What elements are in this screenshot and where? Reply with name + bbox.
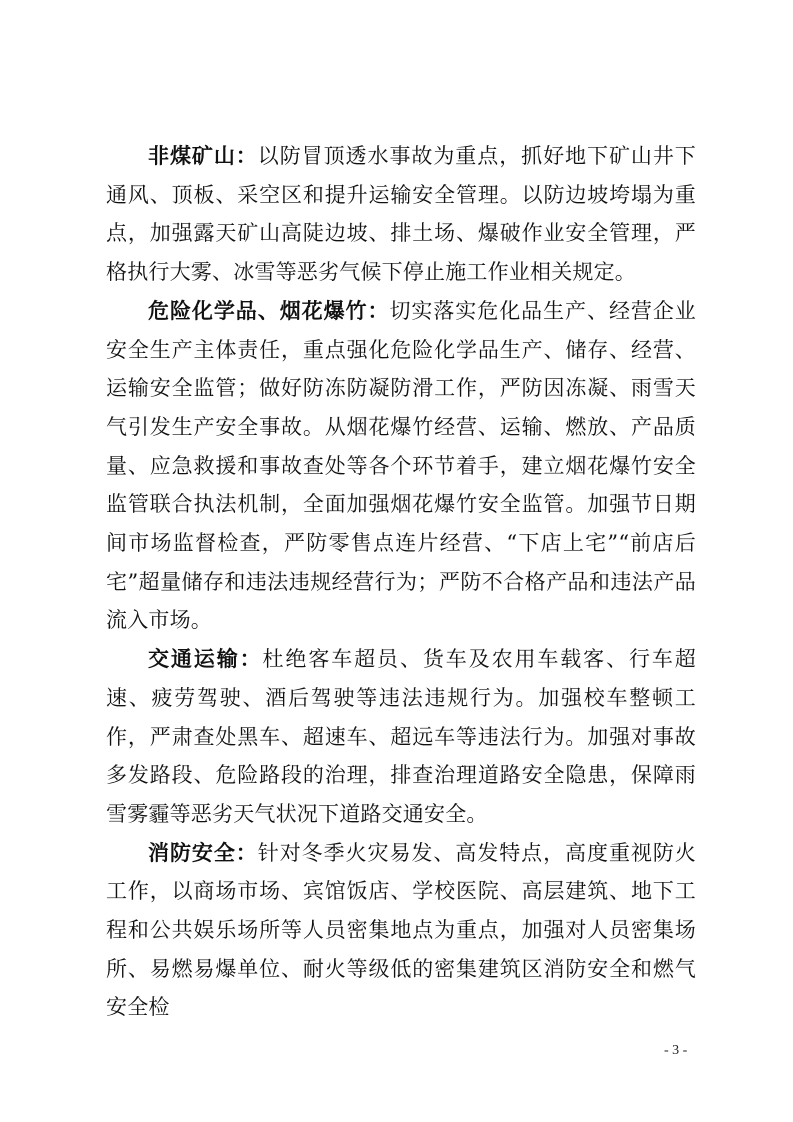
paragraph-text: 切实落实危化品生产、经营企业安全生产主体责任，重点强化危险化学品生产、储存、经营、运输安全监管；做好防冻防凝防滑工作，严防因冻凝、雨雪天气引发生产安全事故。从烟花爆竹经营、运输、燃放、产品质量、应急救援和事故查处等各个环节着手，建立烟花爆竹安全监管联合执法机制，全面加强烟花爆竹安全监管。加强节日期间市场监督检查，严防零售点连片经营、“下店上宅”“前店后宅”超量储存和违法违规经营行为；严防不合格产品和违法产品流入市场。 [106,298,696,633]
paragraph-text: 杜绝客车超员、货车及农用车载客、行车超速、疲劳驾驶、酒后驾驶等违法违规行为。加强校车整顿工作，严肃查处黑车、超速车、超远车等违法行为。加强对事故多发路段、危险路段的治理，排查治理道路安全隐患，保障雨雪雾霾等恶劣天气状况下道路交通安全。 [106,647,696,826]
document-body [106,137,696,1027]
paragraph-text: 以防冒顶透水事故为重点，抓好地下矿山井下通风、顶板、采空区和提升运输安全管理。以防边坡垮塌为重点，加强露天矿山高陡边坡、排土场、爆破作业安全管理，严格执行大雾、冰雪等恶劣气候下停止施工作业相关规定。 [106,144,696,285]
paragraph-hazardous-chemicals-fireworks [106,292,696,640]
paragraph-heading: 消防安全： [148,840,258,865]
paragraph-heading: 交通运输： [148,647,263,672]
paragraph-heading: 危险化学品、烟花爆竹： [148,298,390,323]
page-number: - 3 - [664,1043,688,1058]
paragraph-fire-safety [106,834,696,1028]
paragraph-heading: 非煤矿山： [148,144,258,168]
paragraph-transportation [106,640,696,834]
paragraph-non-coal-mines [106,137,696,292]
paragraph-text: 针对冬季火灾易发、高发特点，高度重视防火工作，以商场市场、宾馆饭店、学校医院、高层建筑、地下工程和公共娱乐场所等人员密集地点为重点，加强对人员密集场所、易燃易爆单位、耐火等级低的密集建筑区消防安全和燃气安全检 [106,840,696,1020]
